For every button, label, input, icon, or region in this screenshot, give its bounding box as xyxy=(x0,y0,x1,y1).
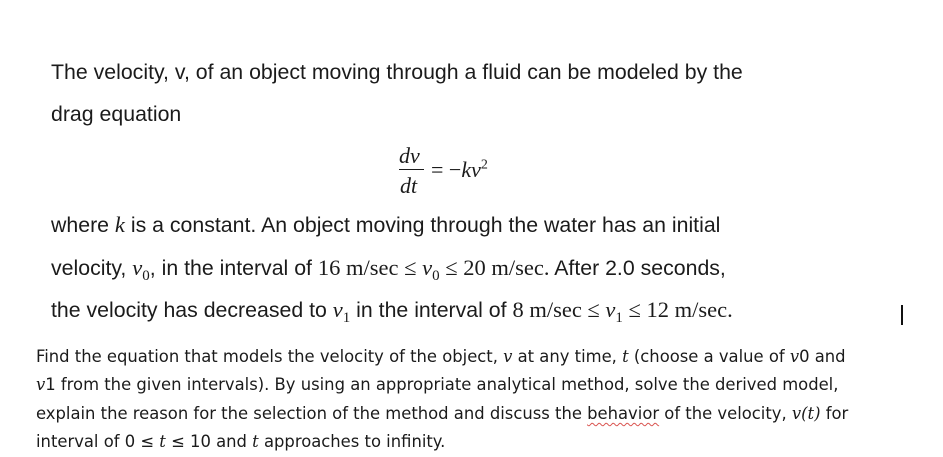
equation-rhs: = $-kv^2$ xyxy=(431,157,488,182)
fraction-bar xyxy=(399,169,424,170)
problem-line-2: drag equation xyxy=(51,102,182,126)
equation-denominator: dt xyxy=(400,173,418,198)
equation-numerator: dv xyxy=(399,143,420,168)
question-line-2: v1 from the given intervals). By using an appropriate analytical method, solve the derived model, xyxy=(36,375,839,394)
problem-line-3: where k is a constant. An object moving through the water has an initial xyxy=(51,212,721,237)
question-line-3: explain the reason for the selection of the method and discuss the behavior of the velocity, v(t) for xyxy=(36,404,849,423)
question-line-1: Find the equation that models the velocity of the object, v at any time, t (choose a value of v0 and xyxy=(36,347,846,366)
problem-line-5: the velocity has decreased to $v_1$ in the interval of 8 $m/\sec \le v_1 \le 12$ m/sec. xyxy=(51,297,733,326)
problem-line-4: velocity, $v_0$, in the interval of 16 $m/\sec \le v_0 \le 20$ m/sec. After 2.0 seconds, xyxy=(51,255,726,284)
problem-line-1: The velocity, v, of an object moving through a fluid can be modeled by the xyxy=(51,60,743,84)
question-line-4: interval of 0 ≤ t ≤ 10 and t approaches to infinity. xyxy=(36,432,446,451)
text-cursor xyxy=(901,305,903,325)
spellcheck-word[interactable]: behavior xyxy=(587,404,660,423)
